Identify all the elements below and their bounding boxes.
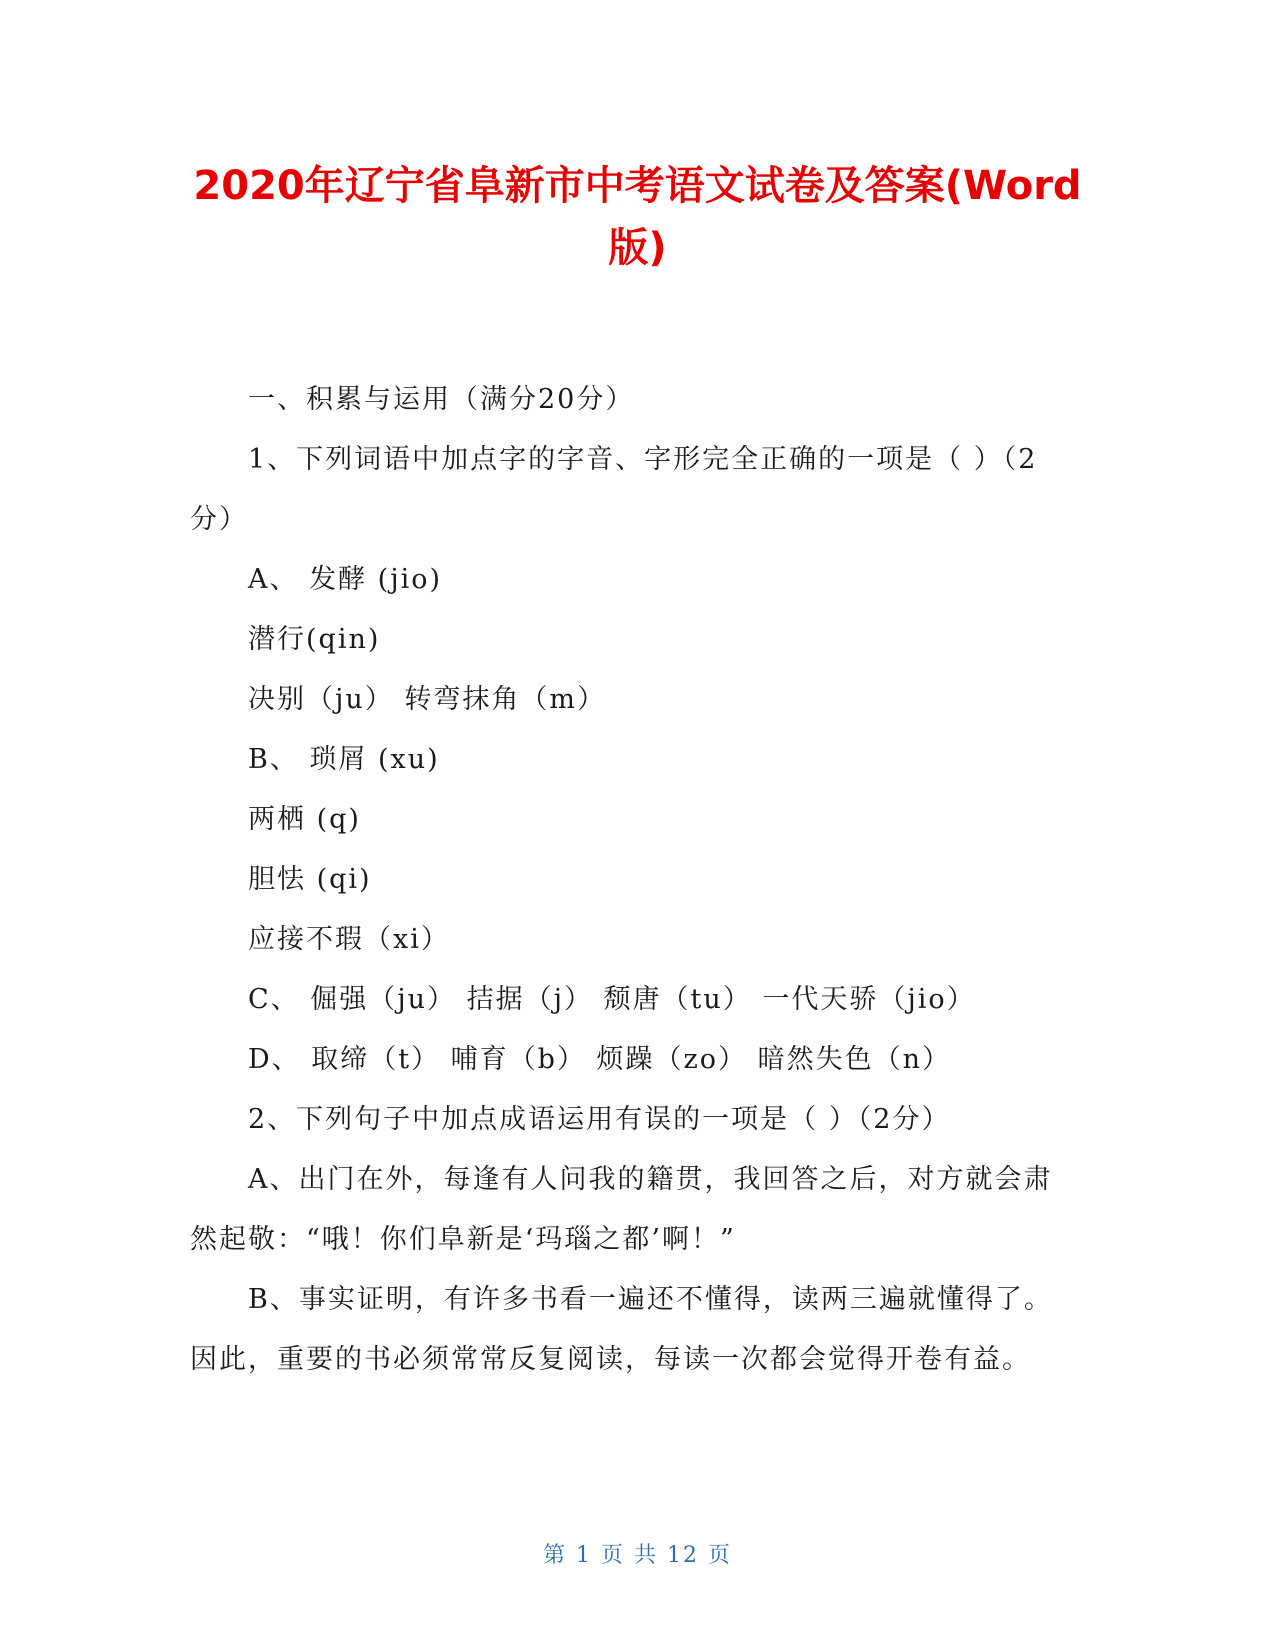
option-b-line-2: 两栖 (q): [248, 804, 361, 835]
question-2-option-a: A、出门在外，每逢有人问我的籍贯，我回答之后，对方就会肃然起敬：“哦！你们阜新是‘玛瑙之都’啊！”: [190, 1164, 1053, 1255]
option-b-line-4: 应接不瑕（xi）: [248, 924, 450, 955]
option-b-line-1: B、 琐屑 (xu): [248, 744, 440, 775]
option-a-line-1: A、 发酵 (jio): [248, 564, 442, 595]
option-b-line-3: 胆怯 (qi): [248, 864, 372, 895]
option-c: C、 倔强（ju） 拮据（j） 颓唐（tu） 一代天骄（jio）: [248, 984, 976, 1015]
question-2: 2、下列句子中加点成语运用有误的一项是（ ）（2分）: [248, 1104, 951, 1135]
question-1: 1、下列词语中加点字的字音、字形完全正确的一项是（ ）（2分）: [190, 444, 1038, 535]
page-footer: 第 1 页 共 12 页: [543, 1543, 732, 1568]
option-d: D、 取缔（t） 哺育（b） 烦躁（zo） 暗然失色（n）: [248, 1044, 951, 1075]
option-a-line-2: 潜行(qin): [248, 624, 381, 655]
section-heading: 一、积累与运用（满分20分）: [248, 384, 635, 415]
document-body: [190, 370, 1080, 1390]
document-title: 2020年辽宁省阜新市中考语文试卷及答案(Word版): [193, 163, 1082, 271]
question-2-option-b: B、事实证明，有许多书看一遍还不懂得，读两三遍就懂得了。因此，重要的书必须常常反复阅读，每读一次都会觉得开卷有益。: [190, 1284, 1053, 1375]
option-a-line-3: 决别（ju） 转弯抹角（m）: [248, 684, 606, 715]
